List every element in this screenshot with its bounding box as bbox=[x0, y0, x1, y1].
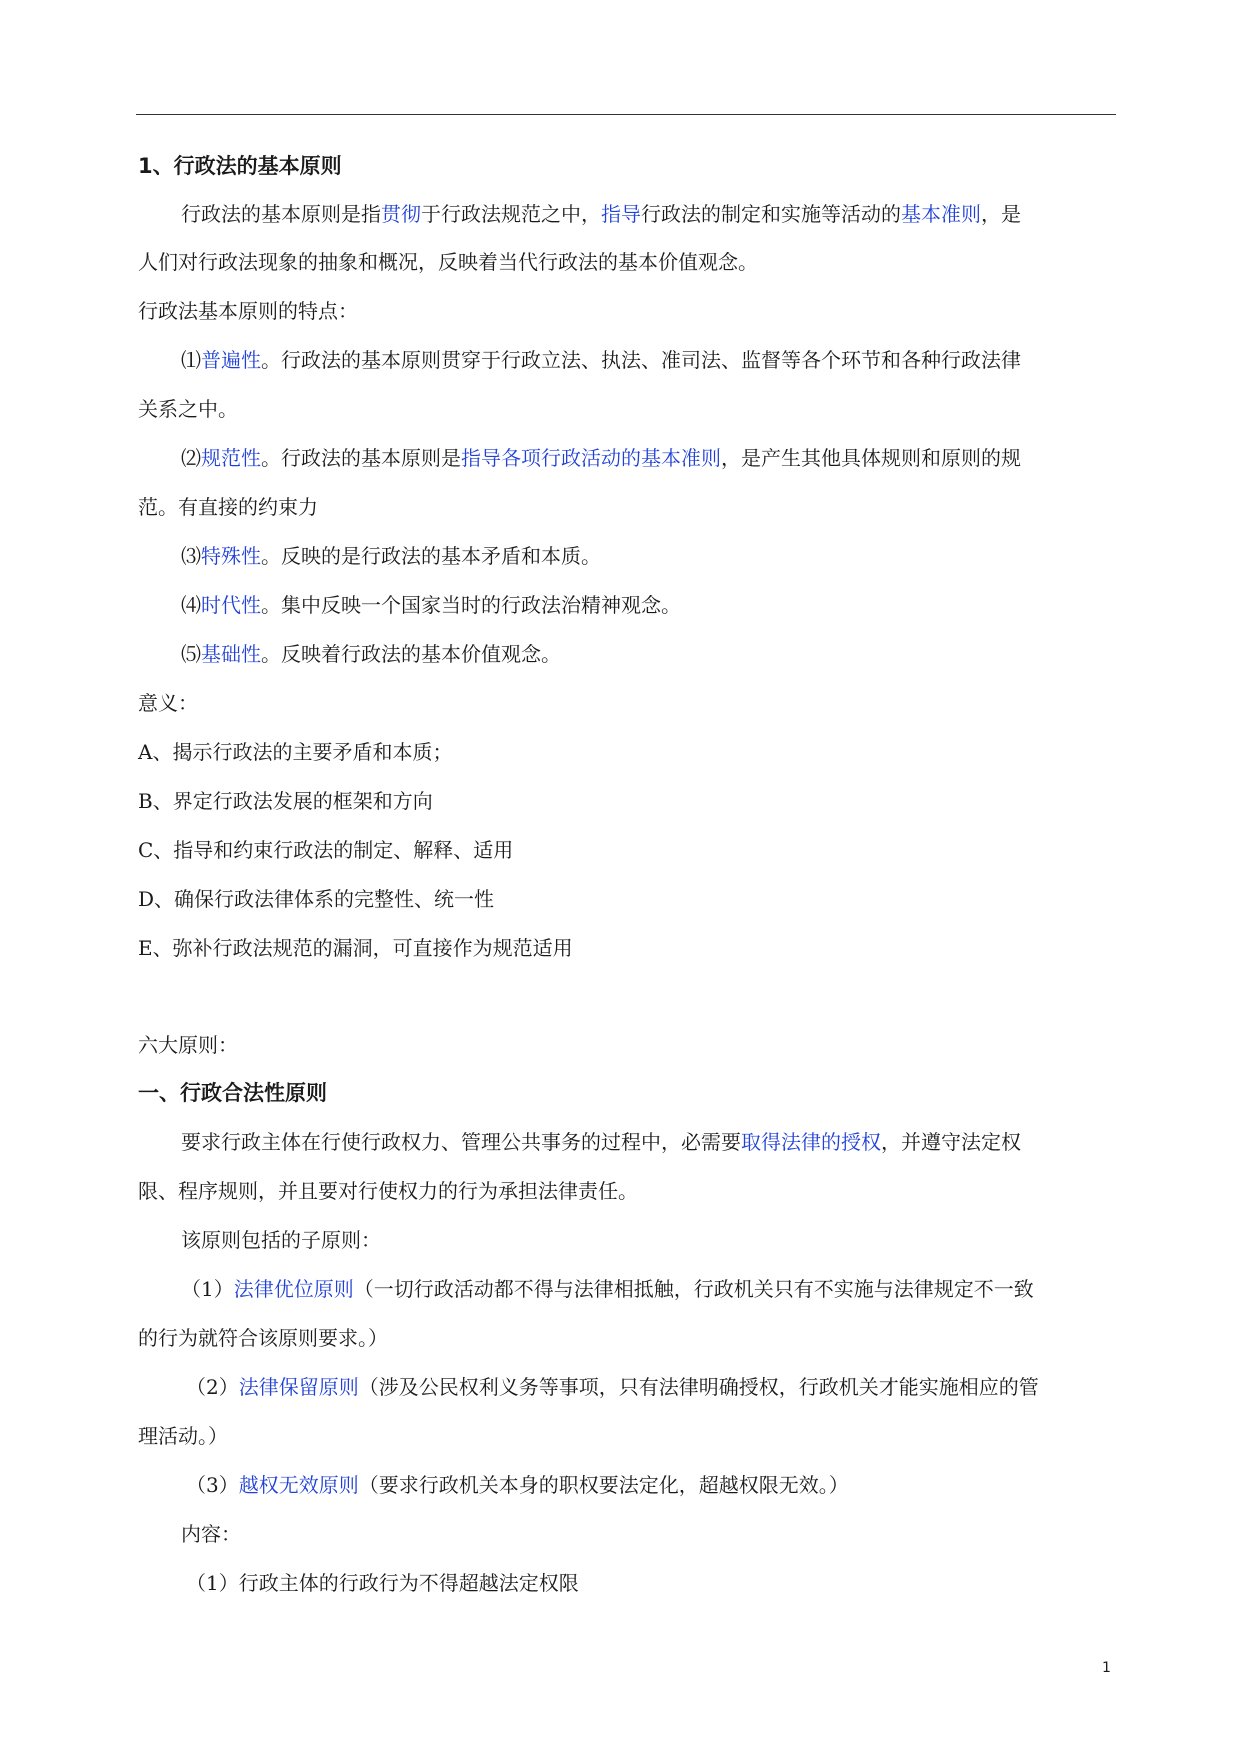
text-run: （涉及公民权利义务等事项，只有法律明确授权，行政机关才能实施相应的管 bbox=[358, 1375, 1039, 1399]
item-number: ⑷ bbox=[181, 593, 201, 617]
page-number: 1 bbox=[1102, 1660, 1111, 1676]
highlight-term: 基本准则 bbox=[901, 202, 981, 226]
item-number: ⑴ bbox=[181, 348, 201, 372]
sub-principle-3 bbox=[186, 1471, 849, 1499]
highlight-term: 越权无效原则 bbox=[238, 1473, 359, 1497]
content-item-1: （1）行政主体的行政行为不得超越法定权限 bbox=[186, 1571, 579, 1595]
meaning-label: 意义： bbox=[138, 691, 198, 715]
features-label: 行政法基本原则的特点： bbox=[138, 299, 358, 323]
text-run: （一切行政活动都不得与法律相抵触，行政机关只有不实施与法律规定不一致 bbox=[353, 1277, 1034, 1301]
item-number: （3） bbox=[186, 1473, 239, 1497]
highlight-term: 普遍性 bbox=[201, 348, 261, 372]
text-run: 。集中反映一个国家当时的行政法治精神观念。 bbox=[261, 593, 681, 617]
sub-principle-1 bbox=[181, 1275, 1034, 1303]
definition-line-1 bbox=[181, 200, 1021, 228]
text-run: 。反映着行政法的基本价值观念。 bbox=[261, 642, 561, 666]
highlight-term: 指导 bbox=[601, 202, 641, 226]
text-run: 要求行政主体在行使行政权力、管理公共事务的过程中，必需要 bbox=[181, 1130, 741, 1154]
text-run: 行政法的基本原则是指 bbox=[181, 202, 381, 226]
meaning-item-b: B、界定行政法发展的框架和方向 bbox=[138, 789, 433, 813]
sub-principle-2-cont: 理活动。） bbox=[138, 1424, 228, 1448]
sub-principle-1-cont: 的行为就符合该原则要求。） bbox=[138, 1326, 388, 1350]
highlight-term: 特殊性 bbox=[201, 544, 261, 568]
item-number: （1） bbox=[181, 1277, 234, 1301]
section-heading-1: 1、行政法的基本原则 bbox=[138, 154, 342, 178]
meaning-item-a: A、揭示行政法的主要矛盾和本质； bbox=[138, 740, 453, 764]
highlight-term: 指导各项行政活动的基本准则 bbox=[461, 446, 721, 470]
text-run: 。行政法的基本原则是 bbox=[261, 446, 461, 470]
meaning-item-d: D、确保行政法律体系的完整性、统一性 bbox=[138, 887, 495, 911]
highlight-term: 规范性 bbox=[201, 446, 261, 470]
feature-4 bbox=[181, 591, 681, 619]
legality-line-1 bbox=[181, 1128, 1021, 1156]
item-number: ⑵ bbox=[181, 446, 201, 470]
text-run: （要求行政机关本身的职权要法定化，超越权限无效。） bbox=[358, 1473, 849, 1497]
feature-3 bbox=[181, 542, 601, 570]
header-rule bbox=[136, 114, 1116, 115]
item-number: ⑶ bbox=[181, 544, 201, 568]
text-run: 。反映的是行政法的基本矛盾和本质。 bbox=[261, 544, 601, 568]
six-principles-label: 六大原则： bbox=[138, 1033, 238, 1057]
meaning-item-e: E、弥补行政法规范的漏洞，可直接作为规范适用 bbox=[138, 936, 573, 960]
feature-2-cont: 范。有直接的约束力 bbox=[138, 495, 318, 519]
sub-principle-2 bbox=[186, 1373, 1039, 1401]
feature-2 bbox=[181, 444, 1021, 472]
section-heading-2: 一、行政合法性原则 bbox=[138, 1081, 327, 1105]
feature-1 bbox=[181, 346, 1021, 374]
meaning-item-c: C、指导和约束行政法的制定、解释、适用 bbox=[138, 838, 514, 862]
feature-1-cont: 关系之中。 bbox=[138, 397, 238, 421]
highlight-term: 法律保留原则 bbox=[238, 1375, 359, 1399]
highlight-term: 取得法律的授权 bbox=[741, 1130, 881, 1154]
highlight-term: 法律优位原则 bbox=[233, 1277, 354, 1301]
text-run: 。行政法的基本原则贯穿于行政立法、执法、准司法、监督等各个环节和各种行政法律 bbox=[261, 348, 1021, 372]
text-run: ，是 bbox=[981, 202, 1021, 226]
content-label: 内容： bbox=[181, 1522, 241, 1546]
text-run: ，是产生其他具体规则和原则的规 bbox=[721, 446, 1021, 470]
legality-line-2: 限、程序规则，并且要对行使权力的行为承担法律责任。 bbox=[138, 1179, 638, 1203]
text-run: 行政法的制定和实施等活动的 bbox=[641, 202, 901, 226]
item-number: （2） bbox=[186, 1375, 239, 1399]
definition-line-2: 人们对行政法现象的抽象和概况，反映着当代行政法的基本价值观念。 bbox=[138, 250, 758, 274]
highlight-term: 时代性 bbox=[201, 593, 261, 617]
highlight-term: 贯彻 bbox=[381, 202, 421, 226]
feature-5 bbox=[181, 640, 561, 668]
highlight-term: 基础性 bbox=[201, 642, 261, 666]
text-run: ，并遵守法定权 bbox=[881, 1130, 1021, 1154]
item-number: ⑸ bbox=[181, 642, 201, 666]
text-run: 于行政法规范之中， bbox=[421, 202, 601, 226]
sub-principles-label: 该原则包括的子原则： bbox=[181, 1228, 381, 1252]
